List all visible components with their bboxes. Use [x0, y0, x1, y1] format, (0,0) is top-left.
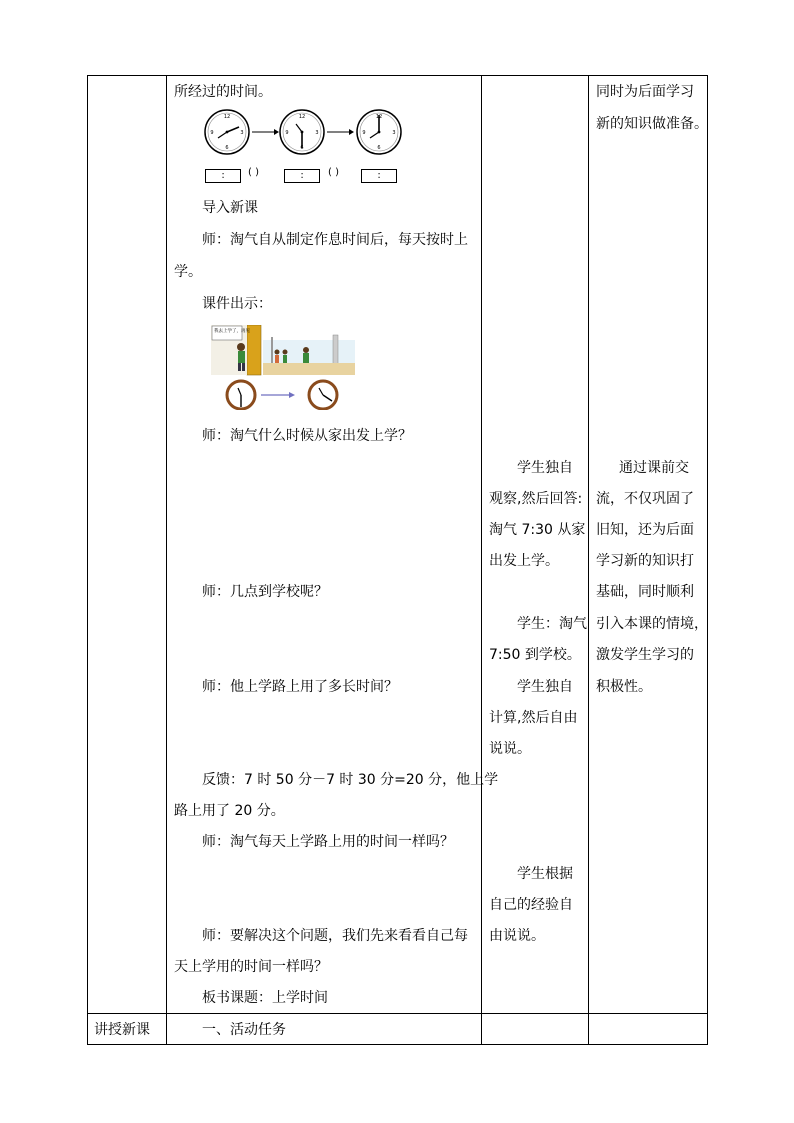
question-2: 师：几点到学校呢？	[202, 584, 328, 600]
design-note-top-line2: 新的知识做准备。	[596, 116, 708, 132]
student-note-3-line3: 说说。	[489, 741, 531, 757]
teacher-line-1b: 学。	[174, 264, 202, 280]
board-title: 板书课题：上学时间	[202, 990, 328, 1006]
duration-paren-2: ( )	[328, 167, 339, 178]
svg-text:3: 3	[315, 130, 319, 136]
svg-text:9: 9	[362, 130, 366, 136]
student-note-4-line2: 自己的经验自	[489, 897, 573, 913]
svg-text:6: 6	[377, 145, 381, 151]
question-3: 师：他上学路上用了多长时间？	[202, 679, 398, 695]
column-divider-1	[166, 75, 167, 1045]
design-note-line4: 学习新的知识打	[596, 553, 694, 569]
courseware-scene-illustration	[211, 325, 355, 410]
student-note-2-line2: 7:50 到学校。	[489, 647, 581, 663]
svg-text:12: 12	[223, 114, 231, 120]
design-note-top-line1: 同时为后面学习	[596, 84, 694, 100]
design-note-line1: 通过课前交	[619, 460, 689, 476]
arrow-icon-scene	[261, 392, 295, 398]
svg-text:3: 3	[240, 130, 244, 136]
svg-text:12: 12	[375, 114, 383, 120]
student-note-1-line4: 出发上学。	[489, 553, 559, 569]
arrow-icon-2	[327, 129, 354, 135]
design-note-line8: 积极性。	[596, 679, 652, 695]
question-1: 师：淘气什么时候从家出发上学？	[202, 428, 412, 444]
time-box-3: :	[361, 169, 397, 183]
design-note-line5: 基础，同时顺利	[596, 584, 694, 600]
svg-text:9: 9	[210, 130, 214, 136]
courseware-label: 课件出示：	[202, 296, 272, 312]
svg-text:6: 6	[300, 145, 304, 151]
design-note-line7: 激发学生学习的	[596, 647, 694, 663]
time-box-2: :	[284, 169, 320, 183]
design-note-line3: 旧知，还为后面	[596, 522, 694, 538]
question-5b: 天上学用的时间一样吗？	[174, 959, 328, 975]
feedback-line-a: 反馈：7 时 50 分－7 时 30 分=20 分，他上学	[202, 772, 499, 788]
column-divider-2	[481, 75, 482, 1045]
student-note-4-line3: 由说说。	[489, 928, 545, 944]
table-border-left	[87, 75, 88, 1045]
design-note-line6: 引入本课的情境，	[596, 616, 708, 632]
column-divider-3	[588, 75, 589, 1045]
row-divider	[87, 1013, 708, 1014]
clock-icon-1	[205, 110, 249, 154]
table-border-top	[87, 75, 708, 76]
feedback-line-b: 路上用了 20 分。	[174, 803, 285, 819]
student-note-4-line1: 学生根据	[517, 866, 573, 882]
clock-icon-3	[357, 110, 401, 154]
svg-text:我去上学了，再见: 我去上学了，再见	[214, 329, 250, 334]
student-note-1-line2: 观察,然后回答:	[489, 491, 583, 507]
table-border-right	[707, 75, 708, 1045]
stage-label-teaching: 讲授新课	[94, 1022, 150, 1038]
table-border-bottom	[87, 1044, 708, 1045]
svg-text:12: 12	[298, 114, 306, 120]
clock-icon-start	[227, 381, 255, 409]
svg-text:3: 3	[392, 130, 396, 136]
student-note-3-line1: 学生独自	[517, 679, 573, 695]
activity-task-heading: 一、活动任务	[202, 1022, 286, 1038]
student-note-3-line2: 计算,然后自由	[489, 710, 578, 726]
clock-icon-end	[309, 381, 337, 409]
section-title: 导入新课	[202, 200, 258, 216]
student-note-1-line3: 淘气 7:30 从家	[489, 522, 586, 538]
intro-line: 所经过的时间。	[174, 84, 272, 100]
arrow-icon-1	[252, 129, 279, 135]
svg-text:9: 9	[285, 130, 289, 136]
student-note-1-line1: 学生独自	[517, 460, 573, 476]
clock-icon-2	[280, 110, 324, 154]
svg-text:6: 6	[225, 145, 229, 151]
duration-paren-1: ( )	[248, 167, 259, 178]
clock-sequence-illustration	[204, 108, 410, 203]
question-5a: 师：要解决这个问题，我们先来看看自己每	[202, 928, 468, 944]
student-note-2-line1: 学生：淘气	[517, 616, 587, 632]
teacher-line-1a: 师：淘气自从制定作息时间后，每天按时上	[202, 232, 468, 248]
question-4: 师：淘气每天上学路上用的时间一样吗？	[202, 834, 454, 850]
lesson-plan-table	[87, 75, 708, 1045]
design-note-line2: 流，不仅巩固了	[596, 491, 694, 507]
time-box-1: :	[205, 169, 241, 183]
